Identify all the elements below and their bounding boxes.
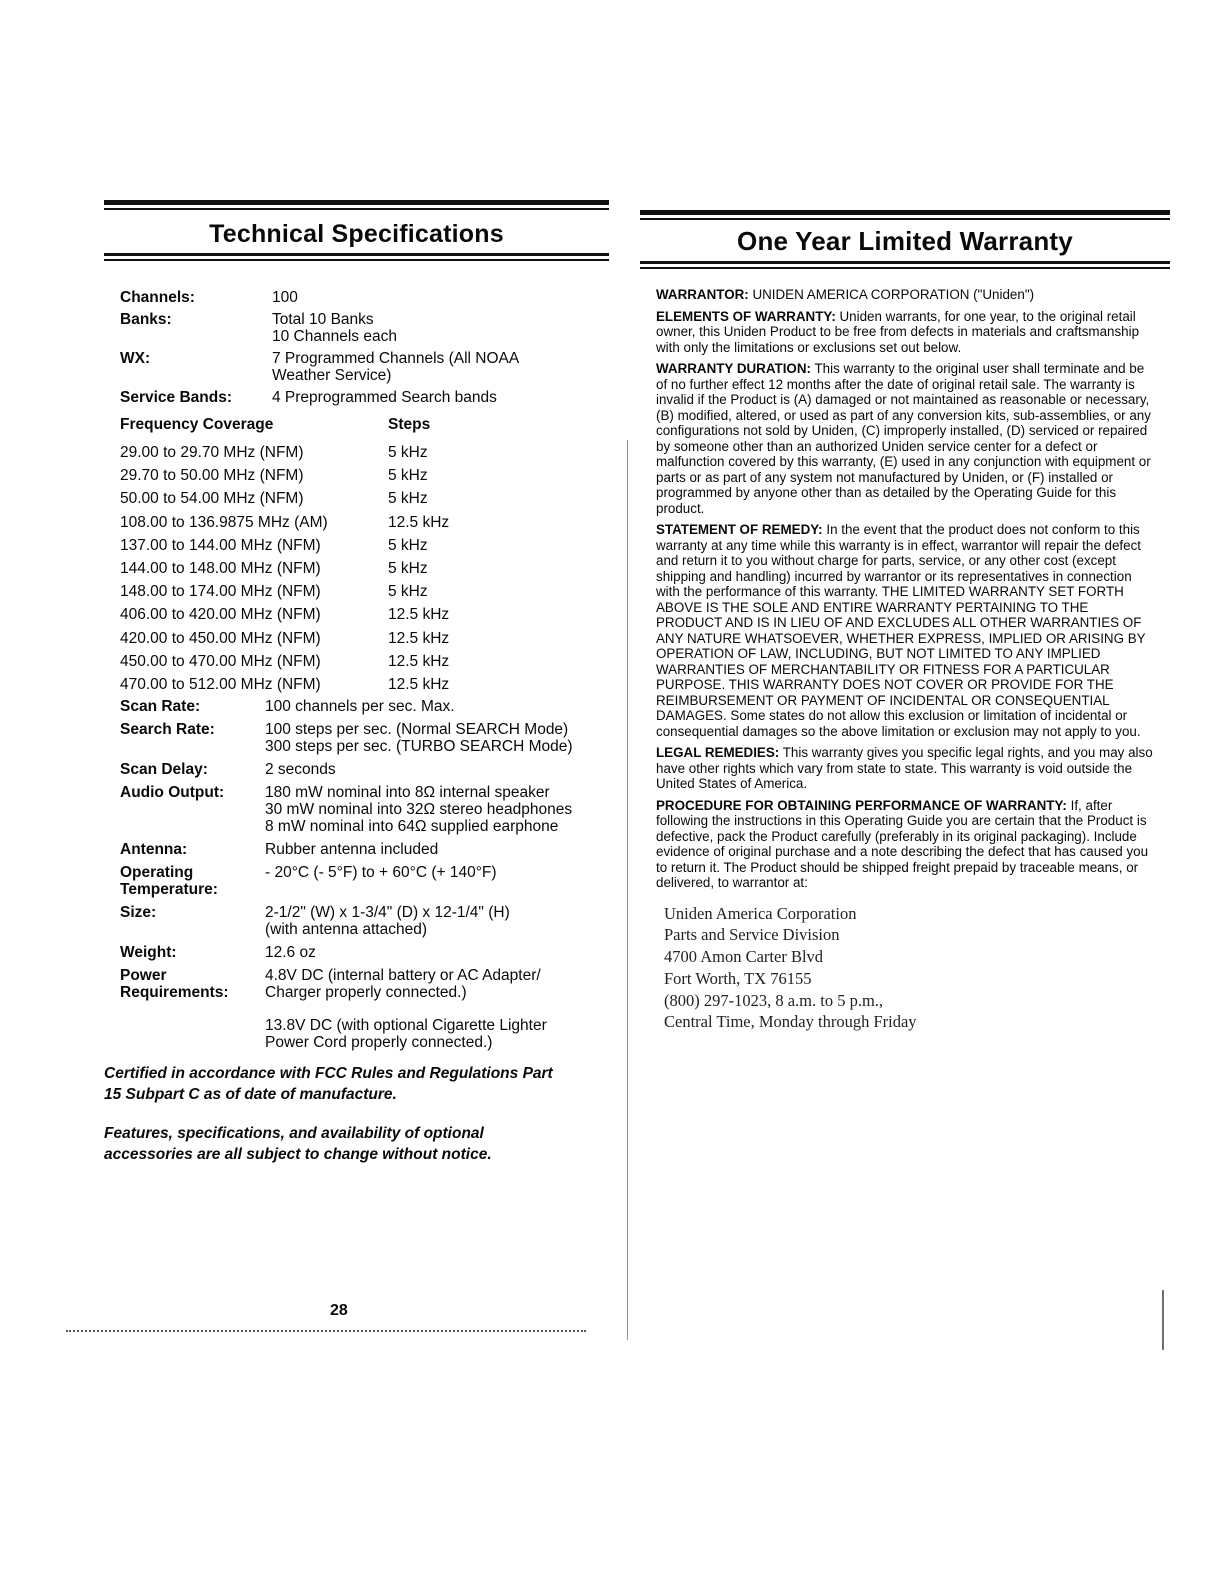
- frequency-step: 12.5 kHz: [388, 676, 450, 694]
- spec-value-line: 30 mW nominal into 32Ω stereo headphones: [265, 801, 573, 819]
- spec-value-line: 12.6 oz: [265, 944, 316, 962]
- spec-label: Search Rate:: [120, 721, 215, 739]
- warranty-paragraph-body: This warranty gives you specific legal rights, and you may also have other rights which vary from state to state. This warranty is void outside the United States of America.: [656, 745, 1153, 791]
- spec-label: Antenna:: [120, 841, 188, 859]
- frequency-range: 420.00 to 450.00 MHz (NFM): [120, 629, 321, 647]
- warranty-paragraph-body: In the event that the product does not conform to this warranty at any time while this warranty is in effect, warrantor will repair the defect and return it to you without charge for parts, service, or any other cost (except shipping and handling) incurred by warrantor or its representatives in connection with the performance of this warranty. THE LIMITED WARRANTY SET FORTH ABOVE IS THE SOLE AND ENTIRE WARRANTY PERTAINING TO THE PRODUCT AND IS IN LIEU OF AND EXCLUDES ALL OTHER WARRANTIES OF ANY NATURE WHATSOEVER, WHETHER EXPRESS, IMPLIED OR ARISING BY OPERATION OF LAW, INCLUDING, BUT NOT LIMITED TO ANY IMPLIED WARRANTIES OF MERCHANTABILITY OR FITNESS FOR A PARTICULAR PURPOSE. THIS WARRANTY DOES NOT COVER OR PROVIDE FOR THE REIMBURSEMENT OR PAYMENT OF INCIDENTAL OR CONSEQUENTIAL DAMAGES. Some states do not allow this exclusion or limitation of incidental or consequential damages so the above limitation or exclusion may not apply to you.: [656, 522, 1146, 739]
- spec-value-line: 100: [272, 289, 298, 306]
- warranty-paragraph-body: UNIDEN AMERICA CORPORATION ("Uniden"): [748, 287, 1035, 302]
- spec-row: [120, 841, 609, 858]
- address-line: Parts and Service Division: [664, 925, 840, 945]
- address-line: Uniden America Corporation: [664, 903, 857, 923]
- warranty-paragraph-body: Uniden warrants, for one year, to the original retail owner, this Uniden Product to be free from defects in materials and craftsmanship with only the limitations or exclusions set out below.: [656, 308, 1140, 355]
- address-line: Fort Worth, TX 76155: [664, 968, 812, 988]
- warranty-paragraph-heading: WARRANTY DURATION:: [656, 361, 811, 376]
- spec-label: Scan Rate:: [120, 698, 201, 716]
- spec-row: [120, 389, 609, 406]
- frequency-range: 108.00 to 136.9875 MHz (AM): [120, 513, 328, 531]
- spec-value-line: (with antenna attached): [265, 921, 427, 939]
- spec-value-line: 8 mW nominal into 64Ω supplied earphone: [265, 818, 559, 836]
- warranty-paragraph-body: If, after following the instructions in this Operating Guide you are certain that the Product is defective, pack the Product carefully (preferably in its original packaging). Include evidence of original purchase and a note describing the defect that has caused you to return it. The Product should be shipped freight prepaid by traceable means, or delivered, to warrantor at:: [656, 797, 1149, 890]
- spec-value-line: Charger properly connected.): [265, 984, 467, 1002]
- frequency-step: 12.5 kHz: [388, 652, 450, 670]
- spec-label: Banks:: [120, 311, 172, 328]
- frequency-step: 12.5 kHz: [388, 513, 450, 531]
- frequency-range: 29.70 to 50.00 MHz (NFM): [120, 467, 304, 485]
- spec-value-line: 2 seconds: [265, 761, 336, 779]
- warranty-paragraph: [656, 287, 1154, 303]
- spec-value-line: 100 steps per sec. (Normal SEARCH Mode): [265, 721, 569, 739]
- warranty-rule-bottom-thin: [640, 267, 1170, 269]
- spec-label: Weight:: [120, 944, 177, 962]
- spec-value-line: 180 mW nominal into 8Ω internal speaker: [265, 784, 550, 802]
- spec-value-line: 300 steps per sec. (TURBO SEARCH Mode): [265, 738, 573, 756]
- frequency-row: [120, 673, 609, 696]
- spec-row: [120, 864, 609, 898]
- spec-value: [265, 864, 609, 898]
- spec-value: [265, 761, 609, 778]
- scan-artifact-right-edge: [1162, 1290, 1164, 1350]
- spec-row: [120, 698, 609, 715]
- spec-value-line: 2-1/2" (W) x 1-3/4" (D) x 12-1/4" (H): [265, 904, 510, 922]
- spec-list-top: [120, 289, 609, 406]
- warranty-title: One Year Limited Warranty: [737, 226, 1073, 256]
- spec-row: [120, 944, 609, 961]
- warranty-paragraph: [656, 522, 1154, 739]
- spec-label: Scan Delay:: [120, 761, 208, 779]
- frequency-row: [120, 441, 609, 464]
- spec-row: [120, 289, 609, 306]
- spec-value-line: Weather Service): [272, 367, 392, 384]
- frequency-range: 148.00 to 174.00 MHz (NFM): [120, 583, 321, 601]
- frequency-row: [120, 534, 609, 557]
- warranty-text: [656, 287, 1154, 891]
- spec-value-line: - 20°C (- 5°F) to + 60°C (+ 140°F): [265, 864, 497, 882]
- frequency-range: 29.00 to 29.70 MHz (NFM): [120, 444, 304, 461]
- spec-row: [120, 721, 609, 755]
- frequency-range: 50.00 to 54.00 MHz (NFM): [120, 490, 304, 508]
- spec-value: [272, 389, 609, 406]
- address-line: 4700 Amon Carter Blvd: [664, 947, 824, 967]
- spec-value: [272, 289, 609, 306]
- left-page: [104, 200, 609, 1340]
- spec-value-line: Total 10 Banks: [272, 311, 374, 328]
- spec-label: Channels:: [120, 289, 195, 306]
- frequency-range: 450.00 to 470.00 MHz (NFM): [120, 652, 321, 670]
- spec-value-line: 100 channels per sec. Max.: [265, 698, 455, 716]
- frequency-row: [120, 603, 609, 626]
- spec-value: [265, 904, 609, 938]
- frequency-step: 12.5 kHz: [388, 629, 450, 647]
- spec-value-line: 4 Preprogrammed Search bands: [272, 389, 497, 406]
- page-title: Technical Specifications: [209, 220, 504, 248]
- right-page: [640, 210, 1170, 1350]
- spec-label: Power Requirements:: [120, 967, 229, 1002]
- spec-list-bottom: [120, 698, 609, 1051]
- warranty-paragraph: [656, 798, 1154, 891]
- scan-artifact-bottom-left: [66, 1330, 586, 1332]
- spec-value: [265, 698, 609, 715]
- steps-heading: Steps: [388, 416, 431, 433]
- spec-label: Audio Output:: [120, 784, 225, 802]
- spec-value-line: Power Cord properly connected.): [265, 1034, 493, 1052]
- page-number: 28: [330, 1302, 348, 1319]
- frequency-step: 5 kHz: [388, 583, 428, 601]
- spec-label: Size:: [120, 904, 157, 922]
- spec-row: [120, 311, 609, 345]
- spec-label: WX:: [120, 350, 151, 367]
- frequency-row: [120, 464, 609, 487]
- spec-label: Operating Temperature:: [120, 864, 218, 899]
- frequency-row: [120, 511, 609, 534]
- spec-row: [120, 761, 609, 778]
- frequency-step: 5 kHz: [388, 467, 428, 485]
- frequency-range: 406.00 to 420.00 MHz (NFM): [120, 606, 321, 624]
- title-rule-top: [104, 200, 609, 205]
- frequency-step: 5 kHz: [388, 536, 428, 554]
- spec-row: [120, 784, 609, 835]
- warranty-paragraph-heading: WARRANTOR:: [656, 287, 749, 302]
- frequency-table: [120, 441, 609, 696]
- spec-value: [272, 311, 609, 345]
- warranty-paragraph-heading: STATEMENT OF REMEDY:: [656, 522, 823, 537]
- spec-value-line: 7 Programmed Channels (All NOAA: [272, 350, 520, 367]
- spec-row: [120, 967, 609, 1051]
- warranty-paragraph-heading: LEGAL REMEDIES:: [656, 745, 780, 760]
- frequency-row: [120, 557, 609, 580]
- warranty-rule-bottom: [640, 261, 1170, 264]
- warranty-paragraph: [656, 361, 1154, 516]
- spec-value: [265, 841, 609, 858]
- frequency-step: 5 kHz: [388, 490, 428, 508]
- title-rule-bottom: [104, 253, 609, 256]
- frequency-step: 5 kHz: [388, 444, 428, 461]
- spec-value: [265, 944, 609, 961]
- spec-list: [120, 289, 609, 1051]
- spec-value: [265, 967, 609, 1051]
- frequency-row: [120, 650, 609, 673]
- frequency-row: [120, 627, 609, 650]
- title-rule-bottom-thin: [104, 259, 609, 261]
- spec-value-line: 10 Channels each: [272, 328, 397, 345]
- address-line: Central Time, Monday through Friday: [664, 1012, 917, 1032]
- warranty-paragraph: [656, 745, 1154, 792]
- frequency-coverage-heading: Frequency Coverage: [120, 416, 274, 433]
- frequency-row: [120, 487, 609, 510]
- spec-value-line: Rubber antenna included: [265, 841, 439, 859]
- warranty-paragraph-body: This warranty to the original user shall terminate and be of no further effect 12 months after the date of original retail sale. The warranty is invalid if the Product is (A) damaged or not maintained as reasonable or necessary, (B) modified, altered, or used as part of any conversion kits, sub-assemblies, or any configurations not sold by Uniden, (C) improperly installed, (D) serviced or repaired by someone other than an authorized Uniden service center for a defect or malfunction covered by this warranty, (E) used in any conjunction with equipment or parts or as part of any system not manufactured by Uniden, or (F) installed or programmed by anyone other than as detailed by the Operating Guide for this product.: [656, 361, 1151, 516]
- warranty-paragraph-heading: ELEMENTS OF WARRANTY:: [656, 308, 836, 324]
- address-line: (800) 297-1023, 8 a.m. to 5 p.m.,: [664, 990, 884, 1010]
- frequency-step: 5 kHz: [388, 560, 428, 578]
- spec-row: [120, 904, 609, 938]
- spec-value: [272, 350, 609, 384]
- spec-value-line: 4.8V DC (internal battery or AC Adapter/: [265, 967, 541, 985]
- frequency-step: 12.5 kHz: [388, 606, 450, 624]
- features-note: Features, specifications, and availability of optional accessories are all subject to change without notice.: [104, 1125, 492, 1164]
- frequency-range: 144.00 to 148.00 MHz (NFM): [120, 560, 321, 578]
- spec-row: [120, 350, 609, 384]
- service-address: [664, 903, 1170, 1034]
- spec-value-line: 13.8V DC (with optional Cigarette Lighter: [265, 1017, 547, 1035]
- frequency-header: [120, 416, 609, 433]
- spec-label: Service Bands:: [120, 389, 232, 406]
- warranty-paragraph: [656, 309, 1154, 356]
- page-gutter-line: [627, 440, 628, 1340]
- frequency-range: 470.00 to 512.00 MHz (NFM): [120, 676, 321, 694]
- spec-value-line: [265, 1001, 609, 1017]
- warranty-rule-top: [640, 210, 1170, 215]
- spec-value: [265, 784, 609, 835]
- fcc-note: Certified in accordance with FCC Rules and Regulations Part 15 Subpart C as of date of manufacture.: [104, 1065, 553, 1104]
- spec-value: [265, 721, 609, 755]
- frequency-row: [120, 580, 609, 603]
- warranty-paragraph-heading: PROCEDURE FOR OBTAINING PERFORMANCE OF WARRANTY:: [656, 797, 1067, 813]
- frequency-range: 137.00 to 144.00 MHz (NFM): [120, 536, 321, 554]
